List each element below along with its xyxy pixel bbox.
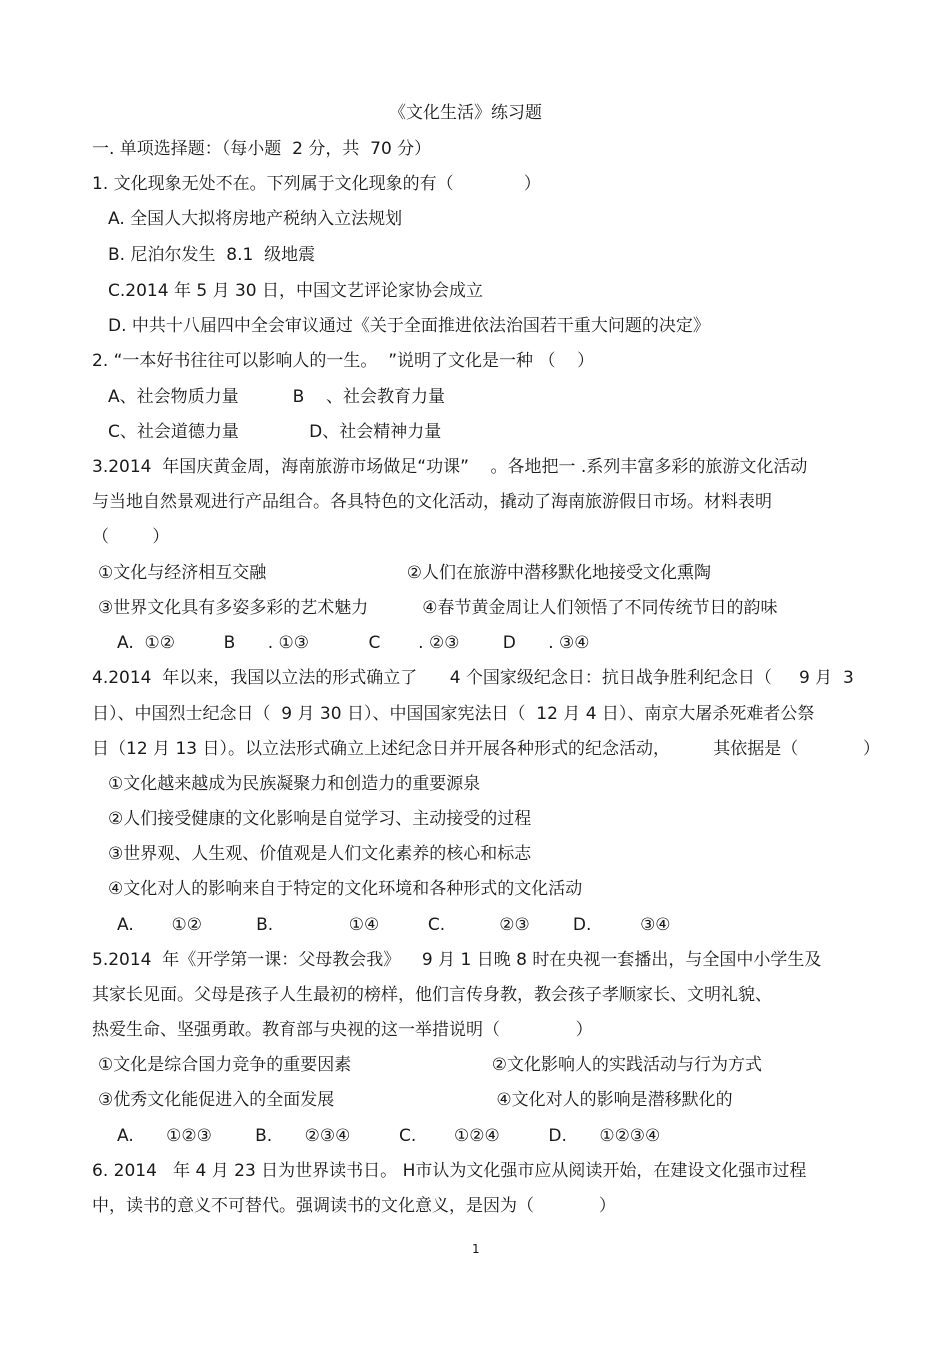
question-4-stem-line-2: 日）、中国烈士纪念日（ 9 月 30 日）、中国国家宪法日（ 12 月 4 日）、南京大屠杀死难者公祭 bbox=[92, 704, 815, 724]
question-3-stem-line-1: 3.2014 年国庆黄金周，海南旅游市场做足“功课” 。各地把一 .系列丰富多彩的旅游文化活动 bbox=[92, 457, 808, 477]
question-5-stem-line-2: 其家长见面。父母是孩子人生最初的榜样，他们言传身教，教会孩子孝顺家长、文明礼貌、 bbox=[92, 985, 772, 1005]
question-5-stem-line-3: 热爱生命、坚强勇敢。教育部与央视的这一举措说明（ ） bbox=[92, 1020, 593, 1040]
question-3-statements-12: ①文化与经济相互交融 ②人们在旅游中潜移默化地接受文化熏陶 bbox=[98, 563, 711, 583]
question-6-stem-line-2: 中，读书的意义不可替代。强调读书的文化意义，是因为（ ） bbox=[92, 1196, 616, 1216]
question-4-statement-4: ④文化对人的影响来自于特定的文化环境和各种形式的文化活动 bbox=[108, 879, 583, 899]
question-4-stem-line-1: 4.2014 年以来，我国以立法的形式确立了 4 个国家级纪念日：抗日战争胜利纪念日（ 9 月 3 bbox=[92, 668, 854, 688]
document-title: 《文化生活》练习题 bbox=[389, 103, 542, 123]
question-5-stem-line-1: 5.2014 年《开学第一课：父母教会我》 9 月 1 日晚 8 时在央视一套播出，与全国中小学生及 bbox=[92, 950, 822, 970]
question-4-statement-1: ①文化越来越成为民族凝聚力和创造力的重要源泉 bbox=[108, 774, 481, 794]
page-number: 1 bbox=[472, 1242, 480, 1256]
question-1-stem: 1. 文化现象无处不在。下列属于文化现象的有（ ） bbox=[92, 174, 541, 194]
question-4-statement-2: ②人们接受健康的文化影响是自觉学习、主动接受的过程 bbox=[108, 809, 532, 829]
question-3-stem-line-3: （ ） bbox=[92, 527, 170, 547]
question-4-answer-choices: A. ①② B. ①④ C. ②③ D. ③④ bbox=[117, 915, 671, 935]
question-1-option-c: C.2014 年 5 月 30 日，中国文艺评论家协会成立 bbox=[108, 281, 484, 301]
question-3-answer-choices: A. ①② B . ①③ C . ②③ D . ③④ bbox=[117, 633, 590, 653]
question-4-stem-line-3: 日（12 月 13 日）。以立法形式确立上述纪念日并开展各种形式的纪念活动， 其依据是（ ） bbox=[92, 739, 881, 759]
section-heading: 一. 单项选择题：（每小题 2 分，共 70 分） bbox=[92, 139, 432, 159]
question-5-statements-12: ①文化是综合国力竞争的重要因素 ②文化影响人的实践活动与行为方式 bbox=[98, 1055, 762, 1075]
question-6-stem-line-1: 6. 2014 年 4 月 23 日为世界读书日。 H市认为文化强市应从阅读开始，在建设文化强市过程 bbox=[92, 1161, 807, 1181]
question-4-statement-3: ③世界观、人生观、价值观是人们文化素养的核心和标志 bbox=[108, 844, 532, 864]
question-2-stem: 2. “一本好书往往可以影响人的一生。 ”说明了文化是一种 （ ） bbox=[92, 351, 595, 371]
question-3-stem-line-2: 与当地自然景观进行产品组合。各具特色的文化活动，撬动了海南旅游假日市场。材料表明 bbox=[92, 492, 772, 512]
question-5-statements-34: ③优秀文化能促进入的全面发展 ④文化对人的影响是潜移默化的 bbox=[98, 1090, 733, 1110]
question-5-answer-choices: A. ①②③ B. ②③④ C. ①②④ D. ①②③④ bbox=[117, 1126, 661, 1146]
question-3-statements-34: ③世界文化具有多姿多彩的艺术魅力 ④春节黄金周让人们领悟了不同传统节日的韵味 bbox=[98, 598, 778, 618]
question-1-option-b: B. 尼泊尔发生 8.1 级地震 bbox=[108, 245, 316, 265]
question-1-option-a: A. 全国人大拟将房地产税纳入立法规划 bbox=[108, 209, 403, 229]
question-2-options-ab: A、社会物质力量 B 、社会教育力量 bbox=[108, 387, 445, 407]
question-2-options-cd: C、社会道德力量 D、社会精神力量 bbox=[108, 422, 442, 442]
question-1-option-d: D. 中共十八届四中全会审议通过《关于全面推进依法治国若干重大问题的决定》 bbox=[108, 316, 710, 336]
